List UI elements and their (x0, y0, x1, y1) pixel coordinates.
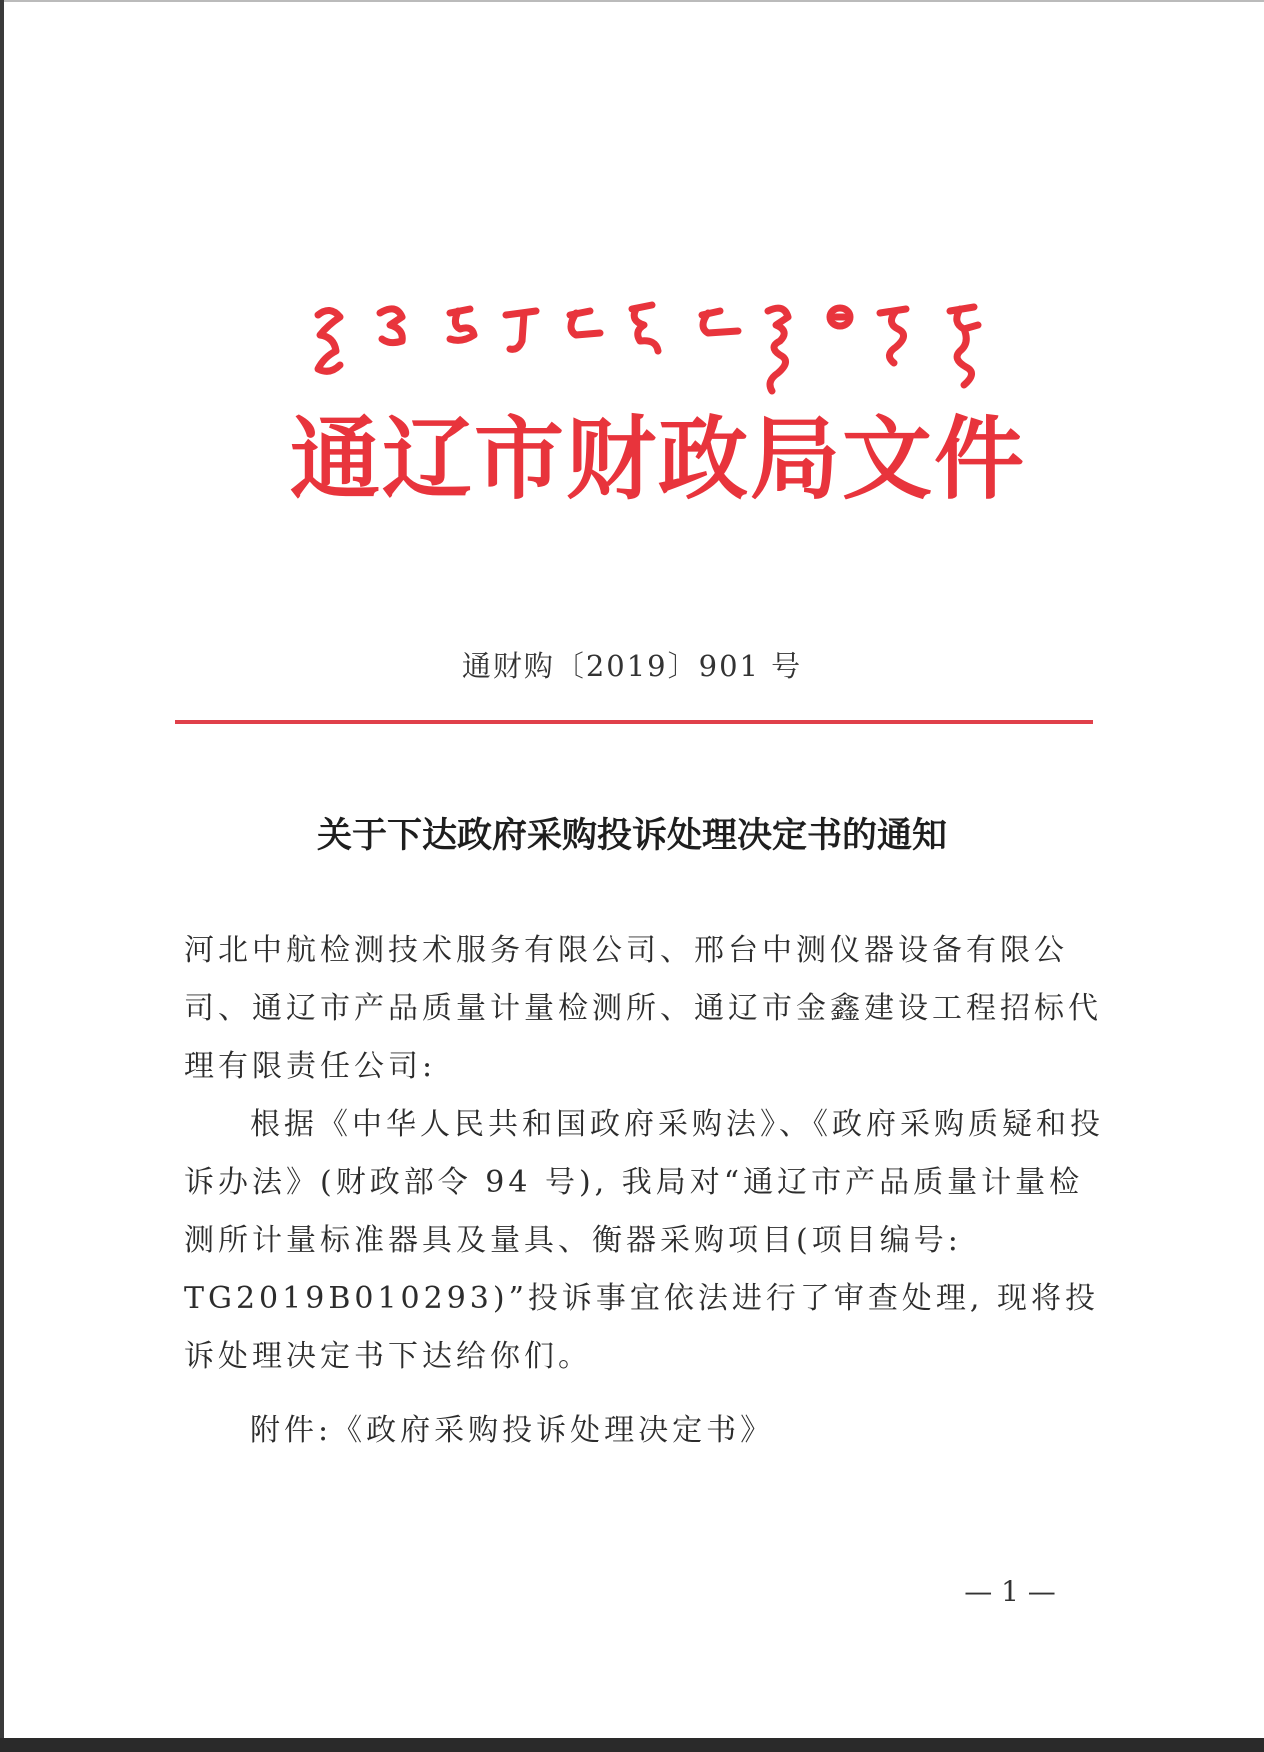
document-number: 通财购〔2019〕901 号 (461, 649, 803, 683)
masthead-title: 通辽市财政局文件 (290, 407, 1026, 512)
page-number: — 1 — (964, 1575, 1056, 1608)
attachment-line: 附件:《政府采购投诉处理决定书》 (250, 1413, 775, 1448)
page-edge-left (0, 0, 4, 1752)
page-edge-top (0, 0, 1264, 2)
notice-title: 关于下达政府采购投诉处理决定书的通知 (316, 815, 947, 856)
red-divider-rule (175, 720, 1093, 724)
mongolian-masthead-graphic (310, 295, 1000, 395)
page-edge-bottom (0, 1738, 1264, 1752)
body-paragraph: 根据《中华人民共和国政府采购法》、《政府采购质疑和投诉办法》(财政部令 94 号), 我局对“通辽市产品质量计量检测所计量标准器具及量具、衡器采购项目(项目编号: TG2019B010293)”投诉事宜依法进行了审查处理, 现将投诉处理决定书下达给你们。 (184, 1107, 1104, 1374)
addressees: 河北中航检测技术服务有限公司、邢台中测仪器设备有限公司、通辽市产品质量计量检测所、通辽市金鑫建设工程招标代理有限责任公司: (184, 933, 1102, 1084)
